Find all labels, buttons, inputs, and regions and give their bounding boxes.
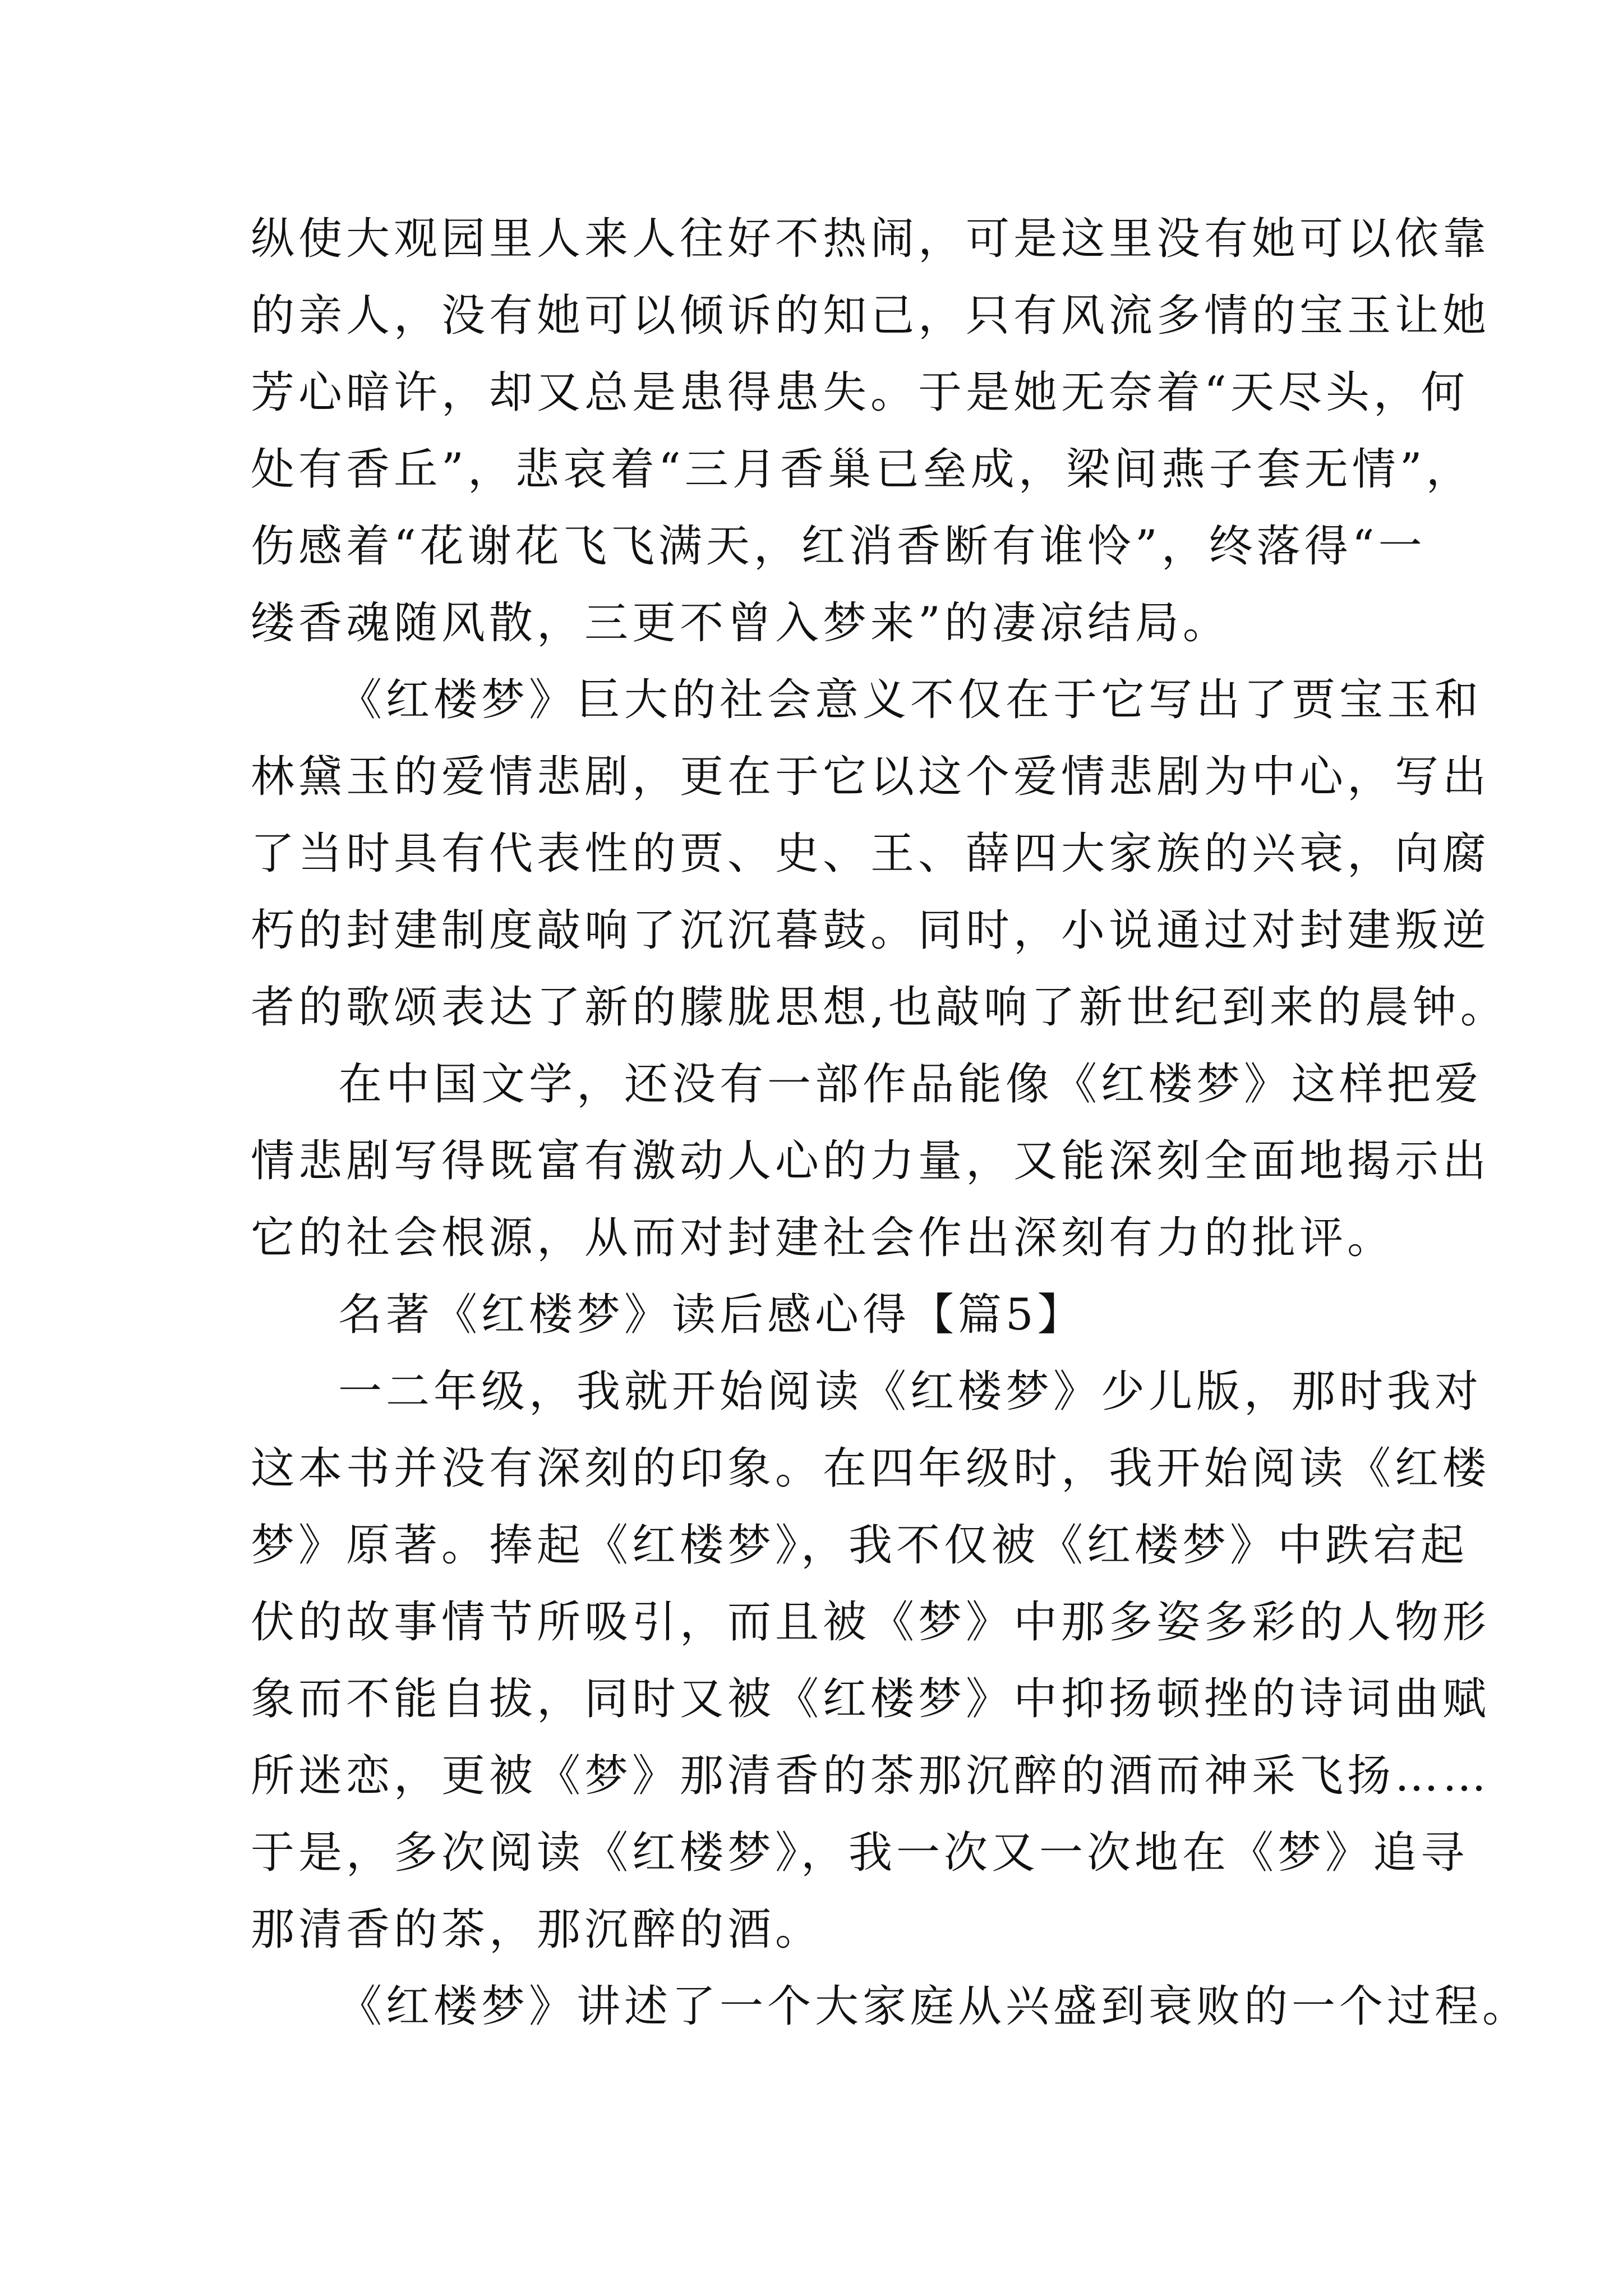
text-line: 《红楼梦》巨大的社会意义不仅在于它写出了贾宝玉和: [338, 675, 1483, 725]
text-line: 在中国文学，还没有一部作品能像《红楼梦》这样把爱: [338, 1059, 1483, 1110]
text-line: 朽的封建制度敲响了沉沉暮鼓。同时，小说通过对封建叛逆: [251, 905, 1491, 956]
text-line: 芳心暗许，却又总是患得患失。于是她无奈着“天尽头，何: [251, 367, 1469, 418]
text-line: 它的社会根源，从而对封建社会作出深刻有力的批评。: [251, 1213, 1395, 1263]
text-line: 处有香丘”，悲哀着“三月香巢已垒成，梁间燕子套无情”，: [251, 444, 1474, 495]
text-line: 那清香的茶，那沉醉的酒。: [251, 1904, 823, 1955]
text-line: 象而不能自拔，同时又被《红楼梦》中抑扬顿挫的诗词曲赋: [251, 1674, 1491, 1724]
text-line: 的亲人，没有她可以倾诉的知己，只有风流多情的宝玉让她: [251, 291, 1491, 341]
text-line: 伏的故事情节所吸引，而且被《梦》中那多姿多彩的人物形: [251, 1597, 1491, 1648]
text-line: 林黛玉的爱情悲剧，更在于它以这个爱情悲剧为中心，写出: [251, 752, 1491, 802]
text-line: 名著《红楼梦》读后感心得【篇5】: [338, 1290, 1085, 1340]
body-text: [251, 201, 1530, 2045]
text-line: 缕香魂随风散，三更不曾入梦来”的凄凉结局。: [251, 598, 1230, 648]
text-line: 伤感着“花谢花飞飞满天，红消香断有谁怜”，终落得“一: [251, 521, 1426, 572]
text-line: 所迷恋，更被《梦》那清香的茶那沉醉的酒而神采飞扬……: [251, 1751, 1491, 1801]
text-line: 一二年级，我就开始阅读《红楼梦》少儿版，那时我对: [338, 1366, 1483, 1417]
text-line: 纵使大观园里人来人往好不热闹，可是这里没有她可以依靠: [251, 214, 1491, 264]
text-line: 《红楼梦》讲述了一个大家庭从兴盛到衰败的一个过程。: [338, 1981, 1530, 2032]
text-line: 情悲剧写得既富有激动人心的力量，又能深刻全面地揭示出: [251, 1136, 1491, 1186]
text-line: 了当时具有代表性的贾、史、王、薛四大家族的兴衰，向腐: [251, 829, 1491, 879]
text-line: 这本书并没有深刻的印象。在四年级时，我开始阅读《红楼: [251, 1443, 1491, 1494]
text-line: 梦》原著。捧起《红楼梦》，我不仅被《红楼梦》中跌宕起: [251, 1520, 1469, 1571]
text-line: 于是，多次阅读《红楼梦》，我一次又一次地在《梦》追寻: [251, 1828, 1469, 1878]
text-line: 者的歌颂表达了新的朦胧思想,也敲响了新世纪到来的晨钟。: [251, 982, 1508, 1033]
